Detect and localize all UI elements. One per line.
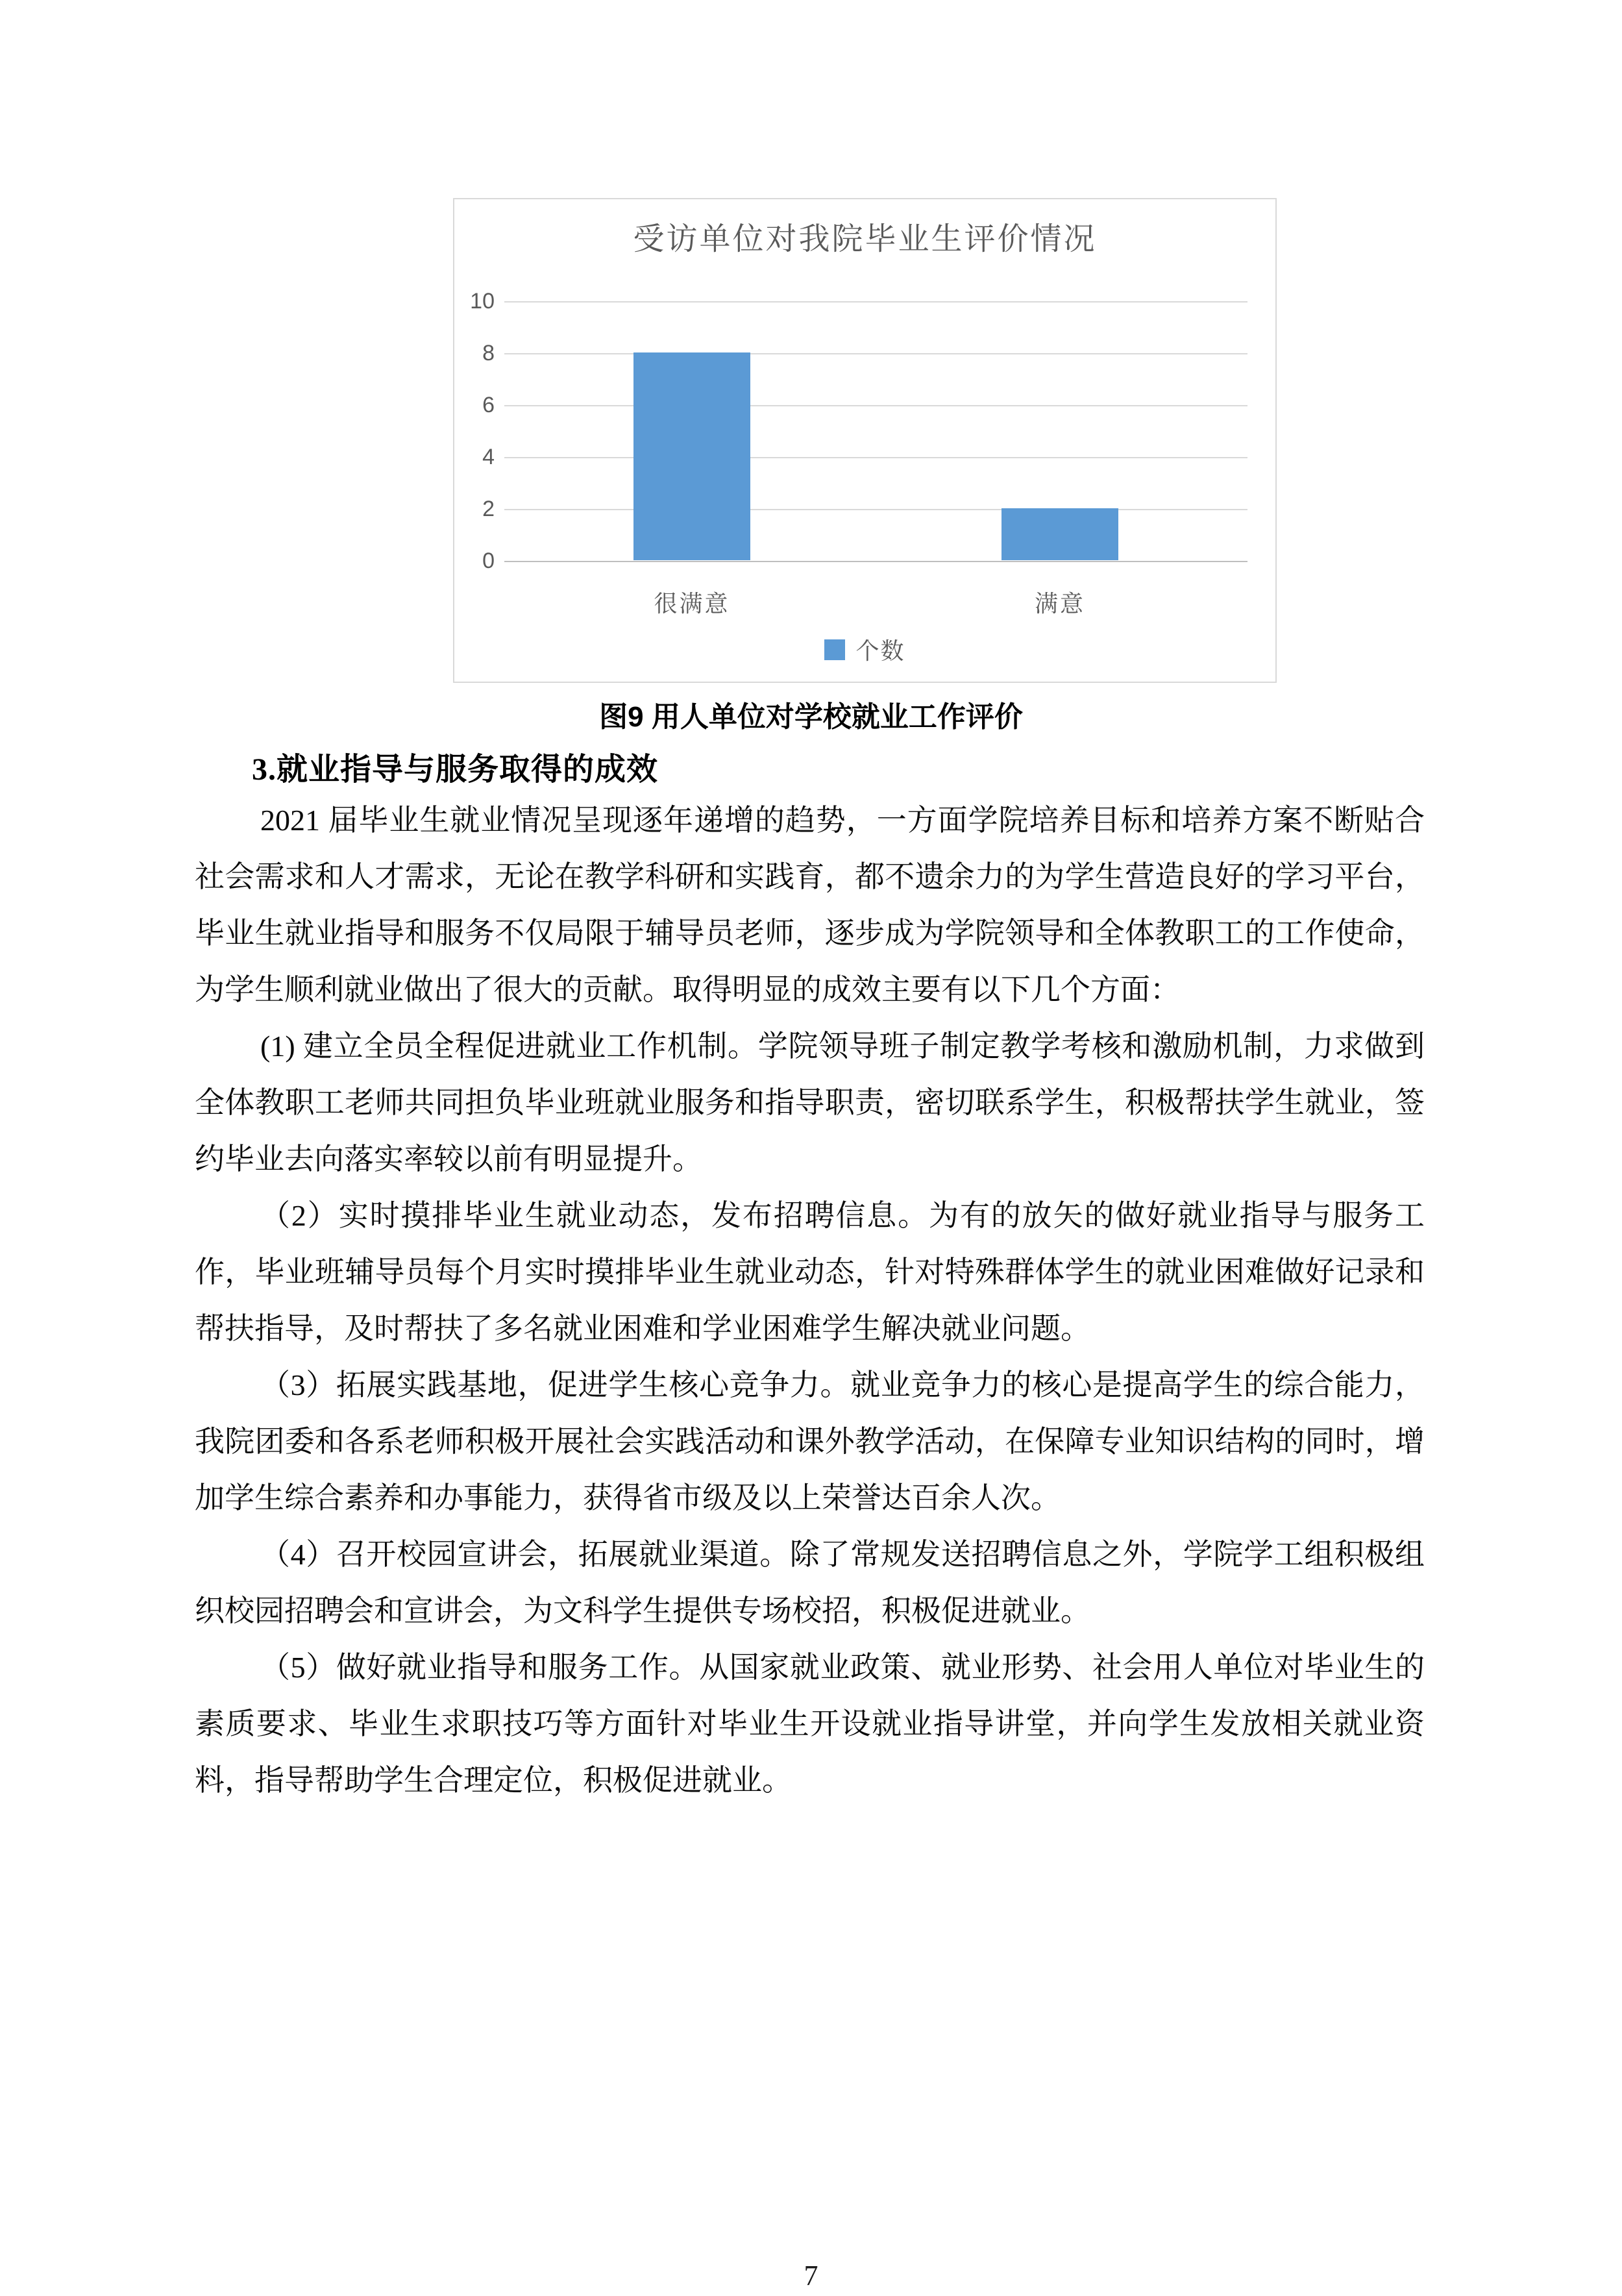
paragraph: （2）实时摸排毕业生就业动态，发布招聘信息。为有的放矢的做好就业指导与服务工作，毕业班辅导员每个月实时摸排毕业生就业动态，针对特殊群体学生的就业困难做好记录和帮扶指导，及时帮扶了多名就业困难和学业困难学生解决就业问题。 xyxy=(195,1199,1425,1345)
y-axis-tick: 4 xyxy=(482,445,495,469)
legend-series-label: 个数 xyxy=(855,637,905,664)
section-heading: 3.就业指导与服务取得的成效 xyxy=(252,752,659,787)
category-label-satisfied: 满意 xyxy=(1034,590,1085,617)
chart-title: 受访单位对我院毕业生评价情况 xyxy=(633,222,1097,256)
bar-satisfied xyxy=(1001,508,1118,560)
figure-caption: 图9 用人单位对学校就业工作评价 xyxy=(599,701,1023,733)
legend-swatch-icon xyxy=(824,639,845,660)
chart-legend xyxy=(454,633,1275,666)
y-axis-tick: 2 xyxy=(482,497,495,521)
plot-area xyxy=(504,301,1247,561)
gridline xyxy=(504,353,1247,354)
gridline xyxy=(504,405,1247,406)
paragraph: （3）拓展实践基地，促进学生核心竞争力。就业竞争力的核心是提高学生的综合能力，我院团委和各系老师积极开展社会实践活动和课外教学活动，在保障专业知识结构的同时，增加学生综合素养和办事能力，获得省市级及以上荣誉达百余人次。 xyxy=(195,1368,1425,1514)
paragraph: 2021 届毕业生就业情况呈现逐年递增的趋势，一方面学院培养目标和培养方案不断贴合社会需求和人才需求，无论在教学科研和实践育，都不遗余力的为学生营造良好的学习平台，毕业生就业指导和服务不仅局限于辅导员老师，逐步成为学院领导和全体教职工的工作使命，为学生顺利就业做出了很大的贡献。取得明显的成效主要有以下几个方面： xyxy=(195,804,1425,1006)
gridline xyxy=(504,301,1247,302)
y-axis-tick: 10 xyxy=(470,289,495,314)
paragraph: （5）做好就业指导和服务工作。从国家就业政策、就业形势、社会用人单位对毕业生的素质要求、毕业生求职技巧等方面针对毕业生开设就业指导讲堂，并向学生发放相关就业资料，指导帮助学生合理定位，积极促进就业。 xyxy=(195,1651,1425,1797)
paragraph: （4）召开校园宣讲会，拓展就业渠道。除了常规发送招聘信息之外，学院学工组积极组织校园招聘会和宣讲会，为文科学生提供专场校招，积极促进就业。 xyxy=(195,1538,1425,1627)
bar-very-satisfied xyxy=(633,352,750,560)
body-text xyxy=(195,792,1425,1808)
page-number: 7 xyxy=(804,2260,818,2291)
bar-chart-figure xyxy=(453,198,1277,683)
y-axis-tick: 6 xyxy=(482,393,495,417)
category-label-very-satisfied: 很满意 xyxy=(654,590,730,617)
axis-baseline xyxy=(504,561,1247,562)
gridline xyxy=(504,509,1247,510)
y-axis-tick: 0 xyxy=(482,549,495,573)
gridline xyxy=(504,457,1247,458)
y-axis-tick: 8 xyxy=(482,341,495,365)
paragraph: (1) 建立全员全程促进就业工作机制。学院领导班子制定教学考核和激励机制，力求做到全体教职工老师共同担负毕业班就业服务和指导职责，密切联系学生，积极帮扶学生就业，签约毕业去向落实率较以前有明显提升。 xyxy=(195,1030,1425,1176)
